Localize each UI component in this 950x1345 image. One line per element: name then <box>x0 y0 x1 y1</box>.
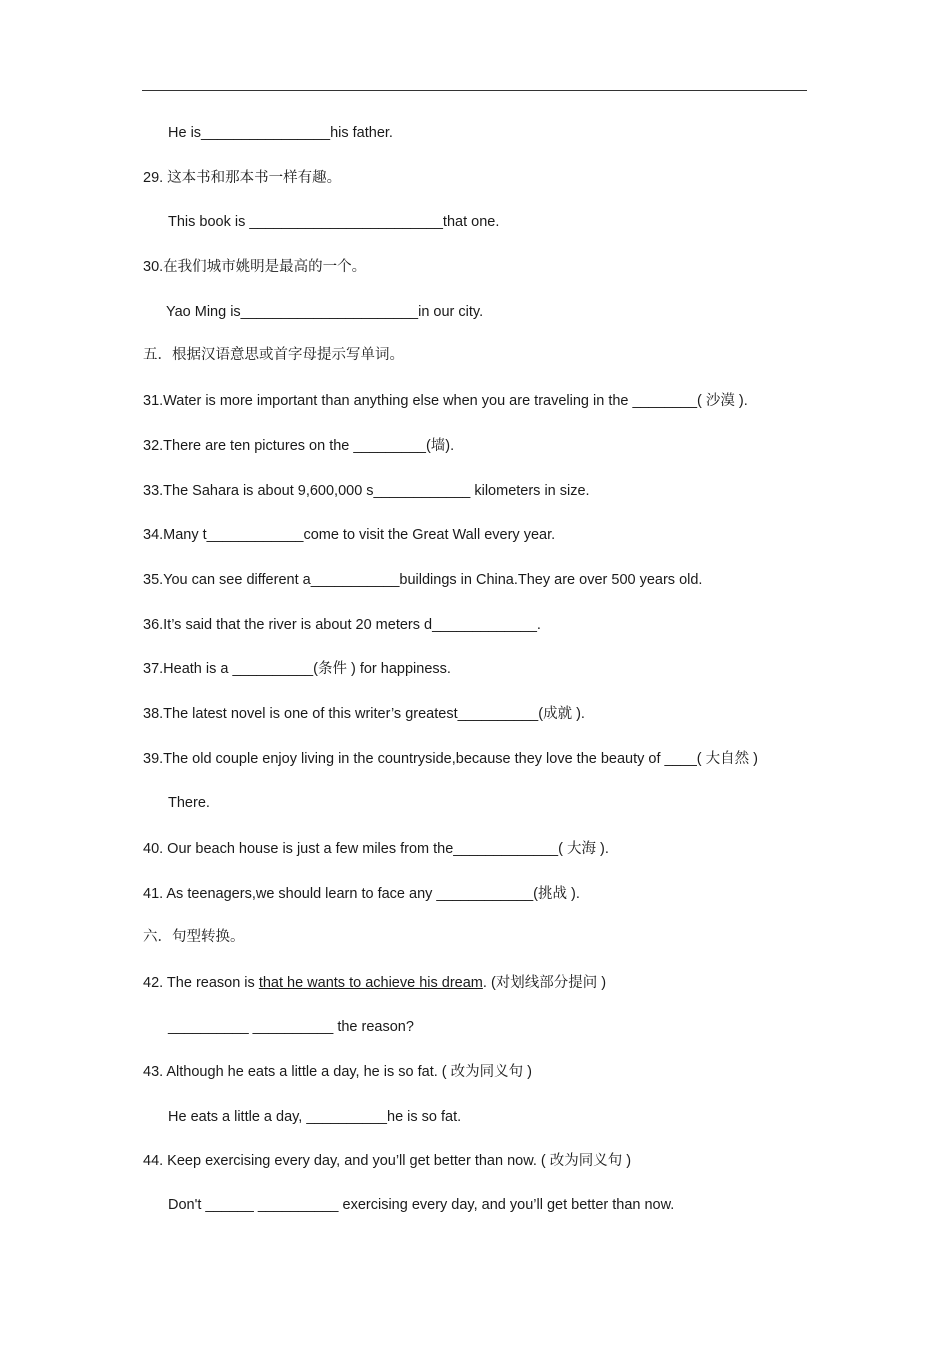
answer-line-44: Don't ______ __________ exercising every day, and you’ll get better than now. <box>168 1197 675 1213</box>
section-six-heading: 六．句型转换。 <box>143 929 245 945</box>
question-42-suffix: . (对划线部分提问 ) <box>482 975 607 991</box>
question-40: 40. Our beach house is just a few miles from the_____________( 大海 ). <box>143 841 609 857</box>
answer-line-42: __________ __________ the reason? <box>168 1019 414 1035</box>
answer-line-30: Yao Ming is______________________in our city. <box>166 304 484 320</box>
question-41: 41. As teenagers,we should learn to face any ____________(挑战 ). <box>143 886 580 902</box>
question-44: 44. Keep exercising every day, and you’ll get better than now. ( 改为同义句 ) <box>143 1153 632 1169</box>
section-five-heading: 五．根据汉语意思或首字母提示写单词。 <box>143 347 404 363</box>
question-37: 37.Heath is a __________(条件 ) for happiness. <box>143 661 451 677</box>
question-42-prefix: 42. The reason is <box>143 975 259 991</box>
question-33: 33.The Sahara is about 9,600,000 s____________ kilometers in size. <box>143 483 590 499</box>
question-39: 39.The old couple enjoy living in the countryside,because they love the beauty of ____( 大自然 ) <box>143 751 759 767</box>
question-43: 43. Although he eats a little a day, he is so fat. ( 改为同义句 ) <box>143 1064 533 1080</box>
question-31: 31.Water is more important than anything else when you are traveling in the ________( 沙漠 ). <box>143 393 748 409</box>
question-35: 35.You can see different a___________buildings in China.They are over 500 years old. <box>143 572 703 588</box>
answer-line-29: This book is ________________________that one. <box>168 214 500 230</box>
question-38: 38.The latest novel is one of this writer’s greatest__________(成就 ). <box>143 706 585 722</box>
question-32: 32.There are ten pictures on the _________(墙). <box>143 438 455 454</box>
answer-line-43: He eats a little a day, __________he is so fat. <box>168 1109 462 1125</box>
header-rule <box>142 90 807 91</box>
question-42-underlined: that he wants to achieve his dream <box>258 975 483 991</box>
answer-line-28: He is________________his father. <box>168 125 393 141</box>
question-34: 34.Many t____________come to visit the Great Wall every year. <box>143 527 556 543</box>
question-29: 29. 这本书和那本书一样有趣。 <box>143 170 342 186</box>
question-30: 30.在我们城市姚明是最高的一个。 <box>143 259 367 275</box>
question-42 <box>143 974 606 992</box>
question-39-continuation: There. <box>168 795 210 811</box>
question-36: 36.It’s said that the river is about 20 meters d_____________. <box>143 617 541 633</box>
